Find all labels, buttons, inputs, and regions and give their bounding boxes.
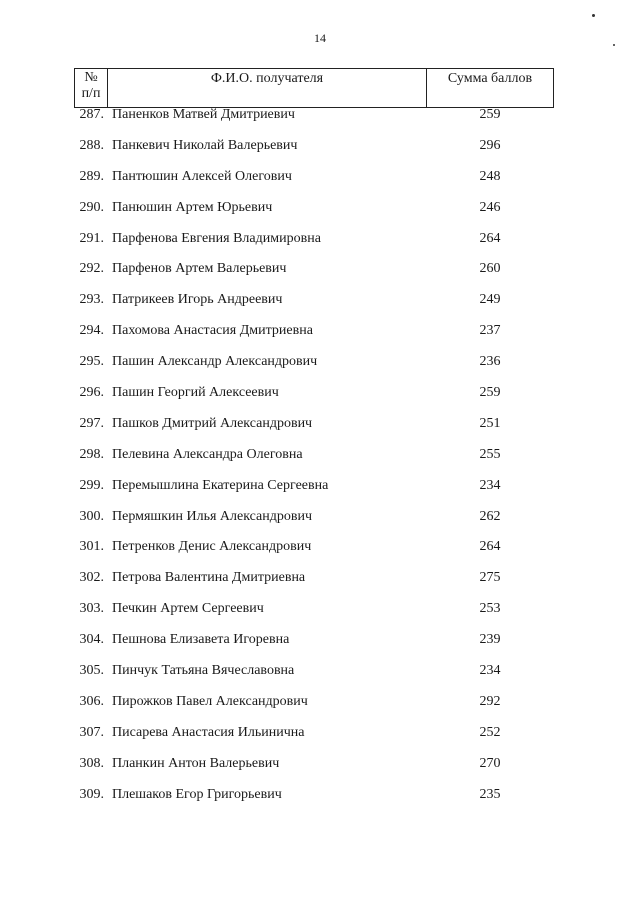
row-number: 290. [79,199,104,215]
recipient-name: Петрова Валентина Дмитриевна [112,570,306,586]
score-value: 249 [479,292,501,308]
table-row [0,475,640,506]
row-number: 300. [79,508,104,524]
table-row [0,691,640,722]
score-value: 260 [479,261,501,277]
row-number: 287. [79,107,104,122]
score-value: 262 [479,508,501,524]
score-value: 259 [479,107,501,122]
table-row [0,567,640,598]
row-number: 303. [79,601,104,617]
row-number: 291. [79,230,104,246]
row-number: 302. [79,570,104,586]
table-row [0,258,640,289]
recipient-name: Пирожков Павел Александрович [112,693,308,709]
row-number: 293. [79,292,104,308]
table-row [0,166,640,197]
recipient-name: Паненков Матвей Дмитриевич [112,107,295,122]
row-number: 288. [79,137,104,153]
score-value: 264 [479,539,501,555]
row-number: 297. [79,415,104,431]
table-row [0,413,640,444]
score-value: 259 [479,385,501,401]
recipient-name: Пелевина Александра Олеговна [112,446,303,462]
table-row [0,536,640,567]
score-value: 246 [479,199,501,215]
score-value: 234 [479,663,501,679]
recipient-name: Пермяшкин Илья Александрович [112,508,313,524]
recipient-name: Петренков Денис Александрович [112,539,312,555]
row-number: 307. [79,724,104,740]
score-value: 264 [479,230,501,246]
row-number: 304. [79,632,104,648]
header-number-label: № [84,70,98,85]
table-row [0,351,640,382]
recipient-name: Писарева Анастасия Ильинична [112,724,305,740]
score-value: 239 [479,632,501,648]
score-value: 248 [479,168,501,184]
row-number: 309. [79,786,104,802]
recipient-name: Пантюшин Алексей Олегович [112,168,292,184]
score-value: 236 [479,354,501,370]
header-number-cell [75,69,108,108]
header-number-sublabel: п/п [81,86,101,101]
table-row [0,660,640,691]
recipient-name: Пинчук Татьяна Вячеславовна [112,663,295,679]
row-number: 301. [79,539,104,555]
recipient-name: Патрикеев Игорь Андреевич [112,292,283,308]
table-row [0,135,640,166]
table-row [0,382,640,413]
table-row [0,753,640,784]
table-row [0,598,640,629]
score-value: 235 [479,786,501,802]
row-number: 306. [79,693,104,709]
header-name-cell: Ф.И.О. получателя [108,69,427,108]
table-row [0,289,640,320]
row-number: 295. [79,354,104,370]
table-row [0,722,640,753]
scan-speck [592,14,595,17]
score-value: 251 [479,415,501,431]
recipient-name: Пахомова Анастасия Дмитриевна [112,323,313,339]
score-value: 253 [479,601,501,617]
recipient-list [0,104,640,814]
recipient-name: Печкин Артем Сергеевич [112,601,264,617]
row-number: 299. [79,477,104,493]
recipient-name: Перемышлина Екатерина Сергеевна [112,477,329,493]
score-value: 237 [479,323,501,339]
row-number: 305. [79,663,104,679]
score-value: 234 [479,477,501,493]
recipient-name: Парфенова Евгения Владимировна [112,230,321,246]
score-value: 292 [479,693,501,709]
recipient-name: Пешнова Елизавета Игоревна [112,632,290,648]
scan-speck [613,44,615,46]
header-score-cell: Сумма баллов [427,69,554,108]
table-row [0,784,640,815]
score-value: 252 [479,724,501,740]
table-row [0,444,640,475]
score-value: 275 [479,570,501,586]
page-number: 14 [314,31,326,45]
table-row [0,228,640,259]
table-header [74,68,554,108]
row-number: 298. [79,446,104,462]
table-row [0,629,640,660]
table-row [0,104,640,135]
table-row [0,320,640,351]
row-number: 292. [79,261,104,277]
recipient-name: Панюшин Артем Юрьевич [112,199,273,215]
score-value: 270 [479,755,501,771]
score-value: 296 [479,137,501,153]
recipient-name: Панкевич Николай Валерьевич [112,137,298,153]
score-value: 255 [479,446,501,462]
row-number: 289. [79,168,104,184]
recipient-name: Пашин Александр Александрович [112,354,318,370]
recipient-name: Плешаков Егор Григорьевич [112,786,282,802]
recipient-name: Пашин Георгий Алексеевич [112,385,279,401]
recipient-name: Планкин Антон Валерьевич [112,755,280,771]
recipient-name: Парфенов Артем Валерьевич [112,261,287,277]
row-number: 296. [79,385,104,401]
row-number: 294. [79,323,104,339]
row-number: 308. [79,755,104,771]
table-row [0,506,640,537]
table-row [0,197,640,228]
recipient-name: Пашков Дмитрий Александрович [112,415,313,431]
